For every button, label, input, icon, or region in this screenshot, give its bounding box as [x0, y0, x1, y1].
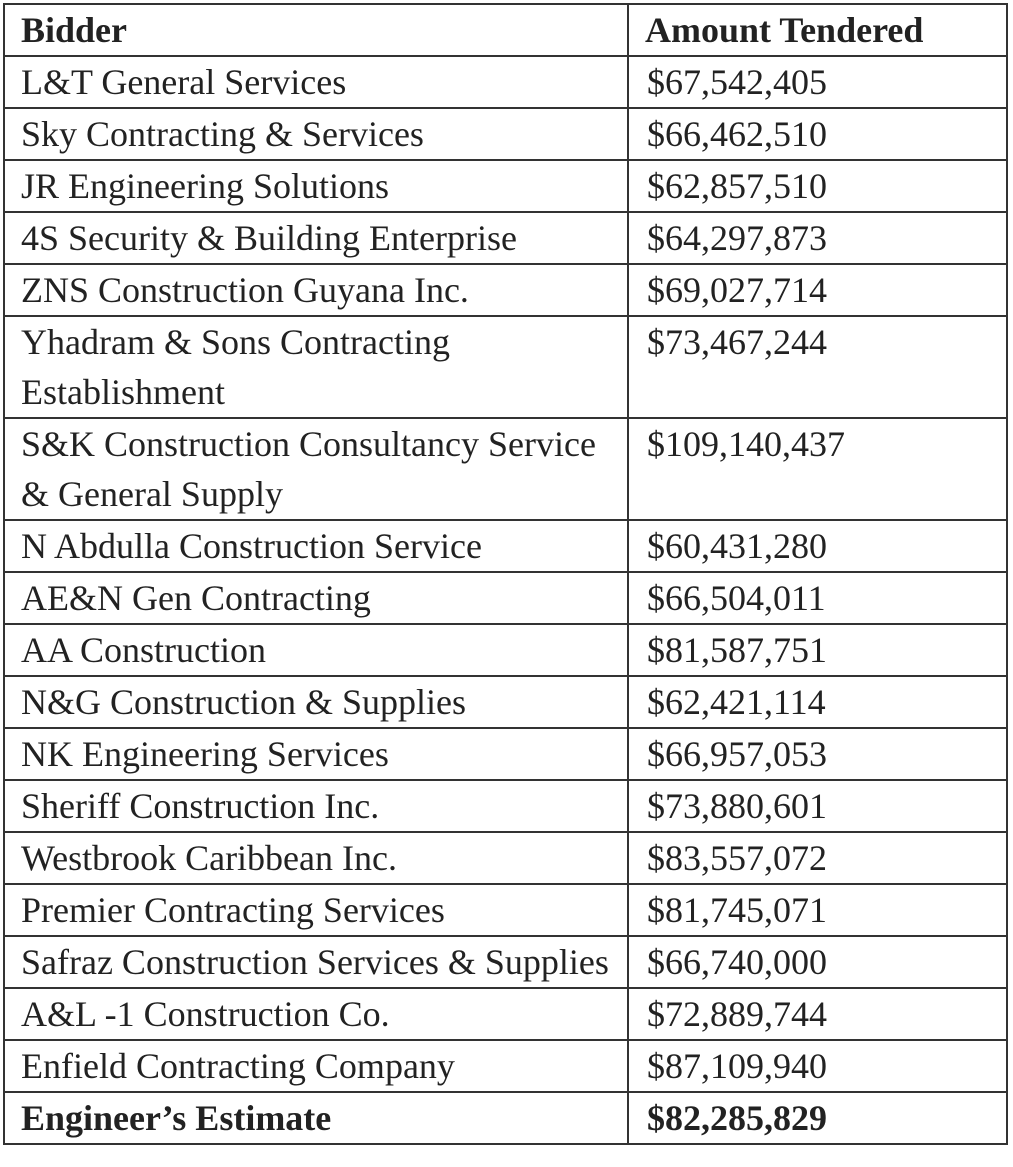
bidder-cell: JR Engineering Solutions [4, 160, 628, 212]
bids-table [3, 3, 1008, 1145]
bidder-cell: Westbrook Caribbean Inc. [4, 832, 628, 884]
bidder-cell: N Abdulla Construction Service [4, 520, 628, 572]
bidder-cell: N&G Construction & Supplies [4, 676, 628, 728]
amount-cell: $83,557,072 [628, 832, 1007, 884]
bidder-cell: Sky Contracting & Services [4, 108, 628, 160]
table-row [4, 264, 1007, 316]
amount-cell: $81,587,751 [628, 624, 1007, 676]
table-row [4, 160, 1007, 212]
table-row [4, 1040, 1007, 1092]
engineers-estimate-row [4, 1092, 1007, 1144]
table-row [4, 676, 1007, 728]
amount-cell: $64,297,873 [628, 212, 1007, 264]
table-row [4, 728, 1007, 780]
bidder-cell: Safraz Construction Services & Supplies [4, 936, 628, 988]
amount-cell: $69,027,714 [628, 264, 1007, 316]
table-row [4, 884, 1007, 936]
amount-cell: $62,421,114 [628, 676, 1007, 728]
table-row [4, 572, 1007, 624]
bidder-cell: ZNS Construction Guyana Inc. [4, 264, 628, 316]
table-row [4, 780, 1007, 832]
bidder-column-header: Bidder [4, 4, 628, 56]
amount-cell: $73,880,601 [628, 780, 1007, 832]
bidder-cell: L&T General Services [4, 56, 628, 108]
bidder-cell: AA Construction [4, 624, 628, 676]
amount-cell: $66,462,510 [628, 108, 1007, 160]
amount-cell: $73,467,244 [628, 316, 1007, 418]
amount-column-header: Amount Tendered [628, 4, 1007, 56]
table-row [4, 520, 1007, 572]
bidder-cell: NK Engineering Services [4, 728, 628, 780]
bidder-cell: A&L -1 Construction Co. [4, 988, 628, 1040]
amount-cell: $67,542,405 [628, 56, 1007, 108]
table-row [4, 316, 1007, 418]
bidder-cell: Premier Contracting Services [4, 884, 628, 936]
amount-cell: $60,431,280 [628, 520, 1007, 572]
amount-cell: $62,857,510 [628, 160, 1007, 212]
amount-cell: $72,889,744 [628, 988, 1007, 1040]
bidder-cell: 4S Security & Building Enterprise [4, 212, 628, 264]
bidder-cell: Yhadram & Sons Contracting Establishment [4, 316, 628, 418]
table-row [4, 988, 1007, 1040]
table-row [4, 624, 1007, 676]
table-row [4, 108, 1007, 160]
amount-cell: $87,109,940 [628, 1040, 1007, 1092]
table-row [4, 832, 1007, 884]
bidder-cell: S&K Construction Consultancy Service & General Supply [4, 418, 628, 520]
header-row [4, 4, 1007, 56]
table-row [4, 212, 1007, 264]
amount-cell: $109,140,437 [628, 418, 1007, 520]
bidder-cell: Enfield Contracting Company [4, 1040, 628, 1092]
amount-cell: $81,745,071 [628, 884, 1007, 936]
amount-cell: $66,740,000 [628, 936, 1007, 988]
table-row [4, 936, 1007, 988]
estimate-amount: $82,285,829 [628, 1092, 1007, 1144]
bidder-cell: Sheriff Construction Inc. [4, 780, 628, 832]
estimate-label: Engineer’s Estimate [4, 1092, 628, 1144]
amount-cell: $66,957,053 [628, 728, 1007, 780]
amount-cell: $66,504,011 [628, 572, 1007, 624]
table-row [4, 56, 1007, 108]
table-row [4, 418, 1007, 520]
bidder-cell: AE&N Gen Contracting [4, 572, 628, 624]
